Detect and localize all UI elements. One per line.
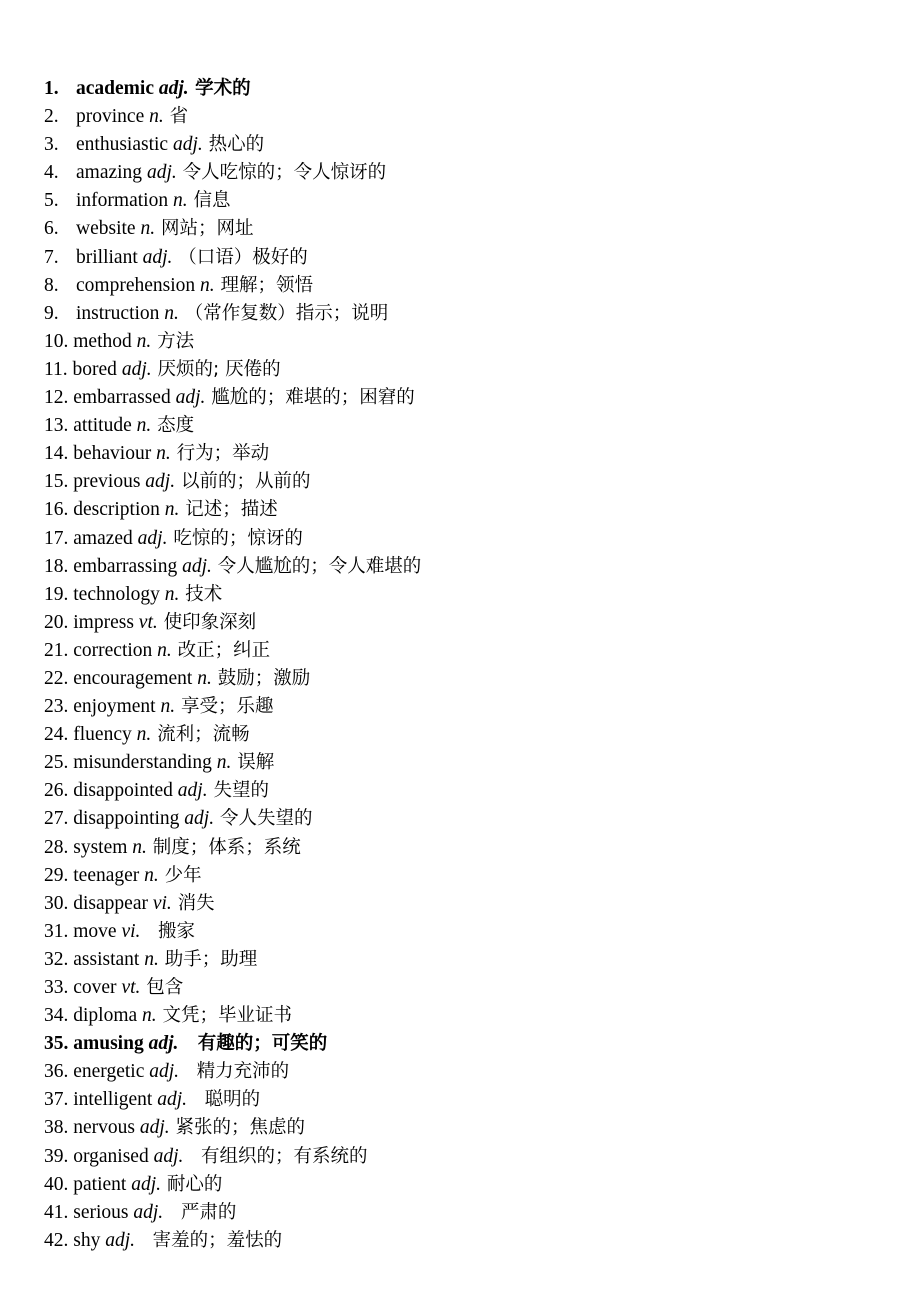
entry-word: move xyxy=(73,920,117,942)
entry-number: 11. xyxy=(44,358,68,380)
entry-word: comprehension xyxy=(76,274,196,296)
vocab-entry xyxy=(44,721,904,749)
vocab-entry xyxy=(44,553,904,581)
entry-word: embarrassed xyxy=(73,387,171,409)
entry-number: 32. xyxy=(44,948,69,970)
entry-word: cover xyxy=(73,977,117,998)
entry-definition: 鼓励；激励 xyxy=(211,667,311,689)
entry-number: 12. xyxy=(44,387,69,409)
vocab-entry xyxy=(44,609,904,637)
entry-word: behaviour xyxy=(73,443,152,465)
entry-word: enthusiastic xyxy=(76,134,169,156)
vocab-entry xyxy=(44,777,904,805)
entry-definition: 尴尬的；难堪的；困窘的 xyxy=(205,387,415,409)
vocab-entry xyxy=(44,75,904,103)
vocab-entry xyxy=(44,131,904,159)
entry-number: 17. xyxy=(44,527,69,549)
entry-definition: 行为；举动 xyxy=(170,443,270,465)
entry-part-of-speech: vt. xyxy=(138,611,158,633)
vocab-entry xyxy=(44,496,904,524)
vocab-entry xyxy=(44,805,904,833)
entry-definition: 严肃的 xyxy=(163,1201,237,1223)
vocab-entry xyxy=(44,1143,904,1171)
entry-word: impress xyxy=(73,611,134,633)
entry-number: 21. xyxy=(44,639,69,661)
entry-definition: 学术的 xyxy=(188,78,251,99)
entry-number: 24. xyxy=(44,724,69,746)
entry-number: 7. xyxy=(44,246,59,268)
entry-part-of-speech: n. xyxy=(216,752,232,774)
entry-definition: 流利；流畅 xyxy=(151,724,250,746)
entry-word: enjoyment xyxy=(73,696,156,718)
vocab-entry xyxy=(44,244,904,272)
vocab-entry xyxy=(44,1227,904,1255)
vocab-entry xyxy=(44,272,904,300)
entry-definition: 紧张的；焦虑的 xyxy=(169,1117,306,1139)
entry-definition: 网站；网址 xyxy=(155,218,254,240)
vocab-entry xyxy=(44,384,904,412)
vocab-entry xyxy=(44,834,904,862)
entry-word: diploma xyxy=(73,1005,138,1027)
entry-part-of-speech: adj. xyxy=(153,1145,184,1167)
entry-part-of-speech: n. xyxy=(200,274,215,296)
entry-number: 16. xyxy=(44,499,69,521)
vocab-entry xyxy=(44,300,904,328)
entry-word: serious xyxy=(73,1201,129,1223)
entry-definition: 享受；乐趣 xyxy=(175,696,274,718)
entry-number: 31. xyxy=(44,920,69,942)
entry-number: 37. xyxy=(44,1089,69,1111)
entry-word: academic xyxy=(76,78,154,99)
vocab-entry xyxy=(44,525,904,553)
vocab-entry xyxy=(44,862,904,890)
entry-part-of-speech: n. xyxy=(136,330,152,352)
entry-word: disappointing xyxy=(73,808,180,830)
entry-number: 42. xyxy=(44,1229,69,1251)
entry-part-of-speech: n. xyxy=(156,443,171,465)
vocab-entry xyxy=(44,215,904,243)
entry-part-of-speech: adj. xyxy=(131,1173,161,1195)
entry-part-of-speech: n. xyxy=(136,724,152,746)
entry-word: encouragement xyxy=(73,667,193,689)
entry-word: embarrassing xyxy=(73,555,178,577)
entry-part-of-speech: n. xyxy=(144,948,159,970)
entry-definition: 记述；描述 xyxy=(179,499,278,521)
entry-word: instruction xyxy=(76,302,160,324)
entry-part-of-speech: n. xyxy=(164,499,180,521)
entry-definition: 改正；纠正 xyxy=(171,639,271,661)
vocab-entry xyxy=(44,749,904,777)
entry-number: 36. xyxy=(44,1061,69,1083)
vocab-entry xyxy=(44,356,904,384)
entry-part-of-speech: vi. xyxy=(121,920,141,942)
entry-number: 28. xyxy=(44,836,69,858)
entry-definition: 理解；领悟 xyxy=(214,274,314,296)
entry-number: 19. xyxy=(44,583,69,605)
entry-number: 25. xyxy=(44,752,69,774)
entry-number: 6. xyxy=(44,218,59,240)
entry-number: 33. xyxy=(44,977,69,998)
entry-number: 40. xyxy=(44,1173,69,1195)
vocab-entry xyxy=(44,412,904,440)
entry-definition: 信息 xyxy=(187,190,231,212)
entry-definition: 以前的；从前的 xyxy=(175,471,311,493)
entry-word: energetic xyxy=(73,1061,145,1083)
entry-part-of-speech: adj. xyxy=(145,471,176,493)
entry-definition: 令人失望的 xyxy=(214,808,313,830)
entry-definition: 技术 xyxy=(179,583,223,605)
entry-word: organised xyxy=(73,1145,149,1167)
entry-number: 27. xyxy=(44,808,69,830)
entry-part-of-speech: n. xyxy=(140,218,156,240)
vocab-entry xyxy=(44,1086,904,1114)
entry-part-of-speech: adj. xyxy=(146,162,177,184)
entry-word: teenager xyxy=(73,864,140,886)
entry-word: technology xyxy=(73,583,160,605)
entry-definition: 搬家 xyxy=(140,920,196,942)
entry-definition: 令人尴尬的；令人难堪的 xyxy=(211,555,422,577)
entry-part-of-speech: adj. xyxy=(105,1229,136,1251)
entry-word: correction xyxy=(73,639,153,661)
vocab-entry xyxy=(44,1171,904,1199)
entry-word: brilliant xyxy=(76,246,138,268)
entry-definition: 令人吃惊的；令人惊讶的 xyxy=(176,162,387,184)
entry-definition: （口语）极好的 xyxy=(172,246,308,268)
entry-definition: 吃惊的；惊讶的 xyxy=(167,527,303,549)
entry-number: 10. xyxy=(44,330,69,352)
entry-definition: 方法 xyxy=(151,330,195,352)
entry-number: 5. xyxy=(44,190,59,212)
entry-word: method xyxy=(73,330,132,352)
entry-word: disappointed xyxy=(73,780,173,802)
entry-word: website xyxy=(76,218,136,240)
entry-part-of-speech: adj. xyxy=(149,1061,180,1083)
entry-part-of-speech: n. xyxy=(142,1005,157,1027)
entry-definition: 失望的 xyxy=(207,780,269,802)
entry-number: 22. xyxy=(44,667,69,689)
entry-word: patient xyxy=(73,1173,127,1195)
vocab-entry xyxy=(44,1058,904,1086)
entry-part-of-speech: adj. xyxy=(142,246,173,268)
entry-word: bored xyxy=(72,358,117,380)
entry-number: 9. xyxy=(44,302,59,324)
entry-definition: 文凭；毕业证书 xyxy=(156,1005,293,1027)
entry-part-of-speech: n. xyxy=(172,190,188,212)
entry-definition: 消失 xyxy=(171,892,215,914)
vocab-entry xyxy=(44,468,904,496)
entry-word: fluency xyxy=(73,724,132,746)
entry-number: 2. xyxy=(44,106,59,128)
entry-part-of-speech: adj. xyxy=(172,134,203,156)
entry-word: disappear xyxy=(73,892,148,914)
vocab-entry xyxy=(44,440,904,468)
entry-part-of-speech: adj. xyxy=(175,387,206,409)
entry-part-of-speech: n. xyxy=(157,639,172,661)
entry-number: 18. xyxy=(44,555,69,577)
entry-number: 38. xyxy=(44,1117,69,1139)
vocab-entry xyxy=(44,946,904,974)
vocab-entry xyxy=(44,1030,904,1058)
entry-number: 35. xyxy=(44,1033,69,1055)
entry-part-of-speech: adj. xyxy=(158,78,189,99)
entry-part-of-speech: n. xyxy=(160,696,176,718)
entry-number: 3. xyxy=(44,134,59,156)
entry-number: 29. xyxy=(44,864,69,886)
entry-part-of-speech: adj. xyxy=(139,1117,170,1139)
vocab-entry xyxy=(44,1002,904,1030)
entry-part-of-speech: vt. xyxy=(121,977,141,998)
vocab-entry xyxy=(44,890,904,918)
entry-part-of-speech: adj. xyxy=(184,808,215,830)
entry-part-of-speech: n. xyxy=(136,415,152,437)
entry-number: 15. xyxy=(44,471,69,493)
entry-number: 26. xyxy=(44,780,69,802)
entry-word: system xyxy=(73,836,128,858)
entry-number: 4. xyxy=(44,162,59,184)
entry-definition: 使印象深刻 xyxy=(157,611,257,633)
entry-part-of-speech: adj. xyxy=(177,780,208,802)
entry-part-of-speech: n. xyxy=(149,106,164,128)
entry-part-of-speech: adj. xyxy=(137,527,168,549)
entry-definition: 少年 xyxy=(158,864,202,886)
entry-definition: 害羞的；羞怯的 xyxy=(135,1229,283,1251)
entry-word: amusing xyxy=(73,1033,144,1055)
entry-definition: 有趣的；可笑的 xyxy=(178,1033,328,1055)
entry-number: 23. xyxy=(44,696,69,718)
vocab-entry xyxy=(44,187,904,215)
entry-number: 20. xyxy=(44,611,69,633)
entry-definition: 态度 xyxy=(151,415,195,437)
entry-definition: （常作复数）指示；说明 xyxy=(178,302,389,324)
entry-number: 1. xyxy=(44,78,59,99)
entry-word: assistant xyxy=(73,948,140,970)
vocab-entry xyxy=(44,328,904,356)
vocab-entry xyxy=(44,1114,904,1142)
entry-word: misunderstanding xyxy=(73,752,212,774)
entry-part-of-speech: adj. xyxy=(157,1089,187,1111)
entry-definition: 制度；体系；系统 xyxy=(146,836,301,858)
vocab-entry xyxy=(44,974,904,1002)
entry-word: attitude xyxy=(73,415,132,437)
entry-definition: 聪明的 xyxy=(187,1089,261,1111)
entry-number: 13. xyxy=(44,415,69,437)
entry-number: 34. xyxy=(44,1005,69,1027)
entry-definition: 有组织的；有系统的 xyxy=(183,1145,368,1167)
entry-number: 39. xyxy=(44,1145,69,1167)
vocab-entry xyxy=(44,693,904,721)
entry-word: shy xyxy=(73,1229,101,1251)
entry-word: previous xyxy=(73,471,141,493)
entry-part-of-speech: n. xyxy=(144,864,159,886)
entry-part-of-speech: adj. xyxy=(121,358,152,380)
entry-part-of-speech: n. xyxy=(164,583,180,605)
entry-word: description xyxy=(73,499,160,521)
vocab-entry xyxy=(44,103,904,131)
entry-word: intelligent xyxy=(73,1089,153,1111)
entry-part-of-speech: adj. xyxy=(133,1201,164,1223)
entry-word: amazing xyxy=(76,162,143,184)
entry-part-of-speech: n. xyxy=(132,836,147,858)
entry-word: province xyxy=(76,106,145,128)
entry-number: 30. xyxy=(44,892,69,914)
entry-number: 41. xyxy=(44,1201,69,1223)
vocab-entry xyxy=(44,665,904,693)
entry-definition: 热心的 xyxy=(202,134,265,156)
entry-part-of-speech: adj. xyxy=(182,555,212,577)
vocab-entry xyxy=(44,918,904,946)
entry-part-of-speech: n. xyxy=(197,667,212,689)
entry-definition: 省 xyxy=(163,106,189,128)
vocab-entry xyxy=(44,159,904,187)
vocabulary-list xyxy=(44,75,904,1255)
entry-word: information xyxy=(76,190,169,212)
entry-definition: 误解 xyxy=(231,752,275,774)
entry-word: nervous xyxy=(73,1117,135,1139)
vocab-entry xyxy=(44,581,904,609)
entry-word: amazed xyxy=(73,527,133,549)
entry-number: 14. xyxy=(44,443,69,465)
entry-definition: 耐心的 xyxy=(161,1173,223,1195)
entry-part-of-speech: vi. xyxy=(152,892,172,914)
entry-definition: 包含 xyxy=(140,977,184,998)
entry-definition: 厌烦的; 厌倦的 xyxy=(151,358,281,380)
entry-part-of-speech: n. xyxy=(164,302,179,324)
entry-part-of-speech: adj. xyxy=(148,1033,179,1055)
vocab-entry xyxy=(44,1199,904,1227)
entry-number: 8. xyxy=(44,274,59,296)
entry-definition: 助手；助理 xyxy=(158,948,258,970)
vocab-entry xyxy=(44,637,904,665)
entry-definition: 精力充沛的 xyxy=(179,1061,290,1083)
